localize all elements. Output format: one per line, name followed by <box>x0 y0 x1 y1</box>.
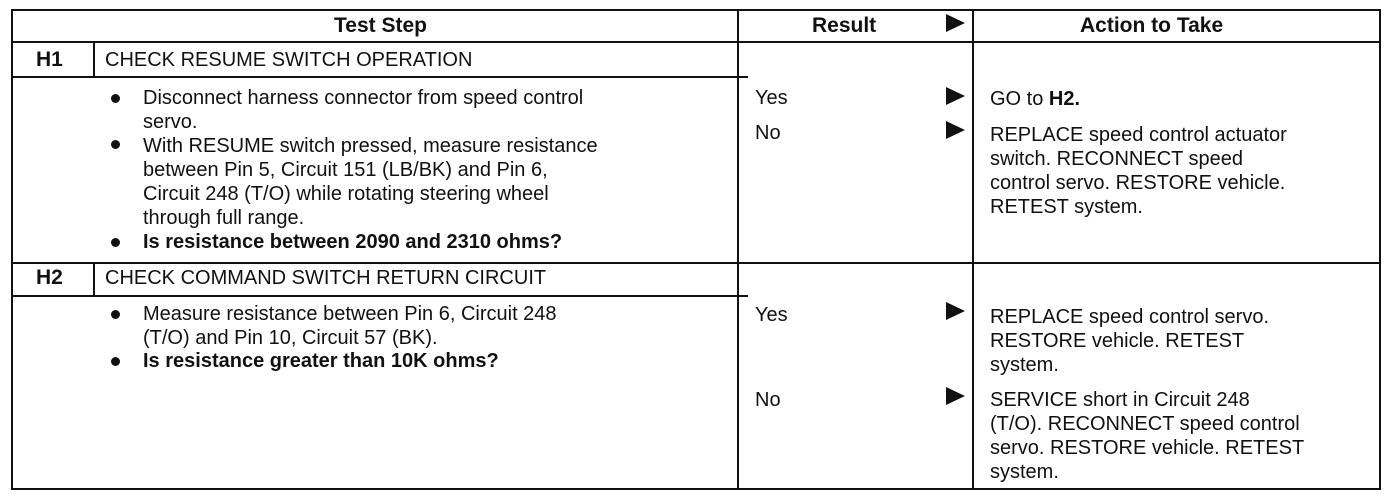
header-arrow-icon <box>946 14 965 32</box>
h2-bullet-1-line-2: (T/O) and Pin 10, Circuit 57 (BK). <box>143 327 438 349</box>
h2-no-arrow-icon <box>946 387 965 405</box>
h1-bullet-1-line-1: Disconnect harness connector from speed control <box>143 87 584 109</box>
h2-id-divider <box>93 262 95 297</box>
step-id-h2: H2 <box>36 266 63 289</box>
bullet-icon <box>111 357 120 366</box>
h1-bullet-2-line-4: through full range. <box>143 207 305 229</box>
result-column-divider <box>737 9 739 490</box>
header-divider <box>11 41 1381 43</box>
h2-result-yes: Yes <box>755 304 788 326</box>
h1-h2-divider <box>11 262 1381 264</box>
step-title-h1: CHECK RESUME SWITCH OPERATION <box>105 49 473 71</box>
h1-no-arrow-icon <box>946 121 965 139</box>
h2-action-yes-line-1: REPLACE speed control servo. <box>990 306 1270 328</box>
h1-action-no-line-4: RETEST system. <box>990 196 1143 218</box>
h1-title-divider <box>11 76 748 78</box>
step-title-h2: CHECK COMMAND SWITCH RETURN CIRCUIT <box>105 267 547 289</box>
h1-yes-arrow-icon <box>946 87 965 105</box>
h1-bullet-1-line-2: servo. <box>143 111 198 133</box>
h2-action-no-line-3: servo. RESTORE vehicle. RETEST <box>990 437 1305 459</box>
h1-action-no-line-2: switch. RECONNECT speed <box>990 148 1244 170</box>
h1-bullet-2-line-2: between Pin 5, Circuit 151 (LB/BK) and Pin 6, <box>143 159 548 181</box>
header-result: Result <box>812 14 877 37</box>
h1-bullet-2-line-3: Circuit 248 (T/O) while rotating steering wheel <box>143 183 549 205</box>
h2-bullet-2-line-1: Is resistance greater than 10K ohms? <box>143 350 499 372</box>
action-column-divider <box>972 9 974 490</box>
step-id-h1: H1 <box>36 48 63 71</box>
h2-yes-arrow-icon <box>946 302 965 320</box>
bullet-icon <box>111 310 120 319</box>
h1-action-no-line-1: REPLACE speed control actuator <box>990 124 1287 146</box>
h1-action-yes: GO to H2. <box>990 88 1081 110</box>
h2-action-yes-line-3: system. <box>990 354 1059 376</box>
h2-action-no-line-2: (T/O). RECONNECT speed control <box>990 413 1300 435</box>
h1-result-yes: Yes <box>755 87 788 109</box>
h1-id-divider <box>93 41 95 77</box>
h1-bullet-2-line-1: With RESUME switch pressed, measure resistance <box>143 135 598 157</box>
bullet-icon <box>111 94 120 103</box>
header-test-step: Test Step <box>334 14 427 37</box>
header-action: Action to Take <box>1080 14 1224 37</box>
h1-result-no: No <box>755 122 781 144</box>
h2-action-yes-line-2: RESTORE vehicle. RETEST <box>990 330 1245 352</box>
h2-title-divider <box>11 295 748 297</box>
h1-action-no-line-3: control servo. RESTORE vehicle. <box>990 172 1286 194</box>
bullet-icon <box>111 238 120 247</box>
h2-bullet-1-line-1: Measure resistance between Pin 6, Circuit 248 <box>143 303 557 325</box>
h2-action-no-line-1: SERVICE short in Circuit 248 <box>990 389 1250 411</box>
h2-action-no-line-4: system. <box>990 461 1059 483</box>
h1-bullet-3-line-1: Is resistance between 2090 and 2310 ohms? <box>143 231 563 253</box>
bullet-icon <box>111 140 120 149</box>
h2-result-no: No <box>755 389 781 411</box>
